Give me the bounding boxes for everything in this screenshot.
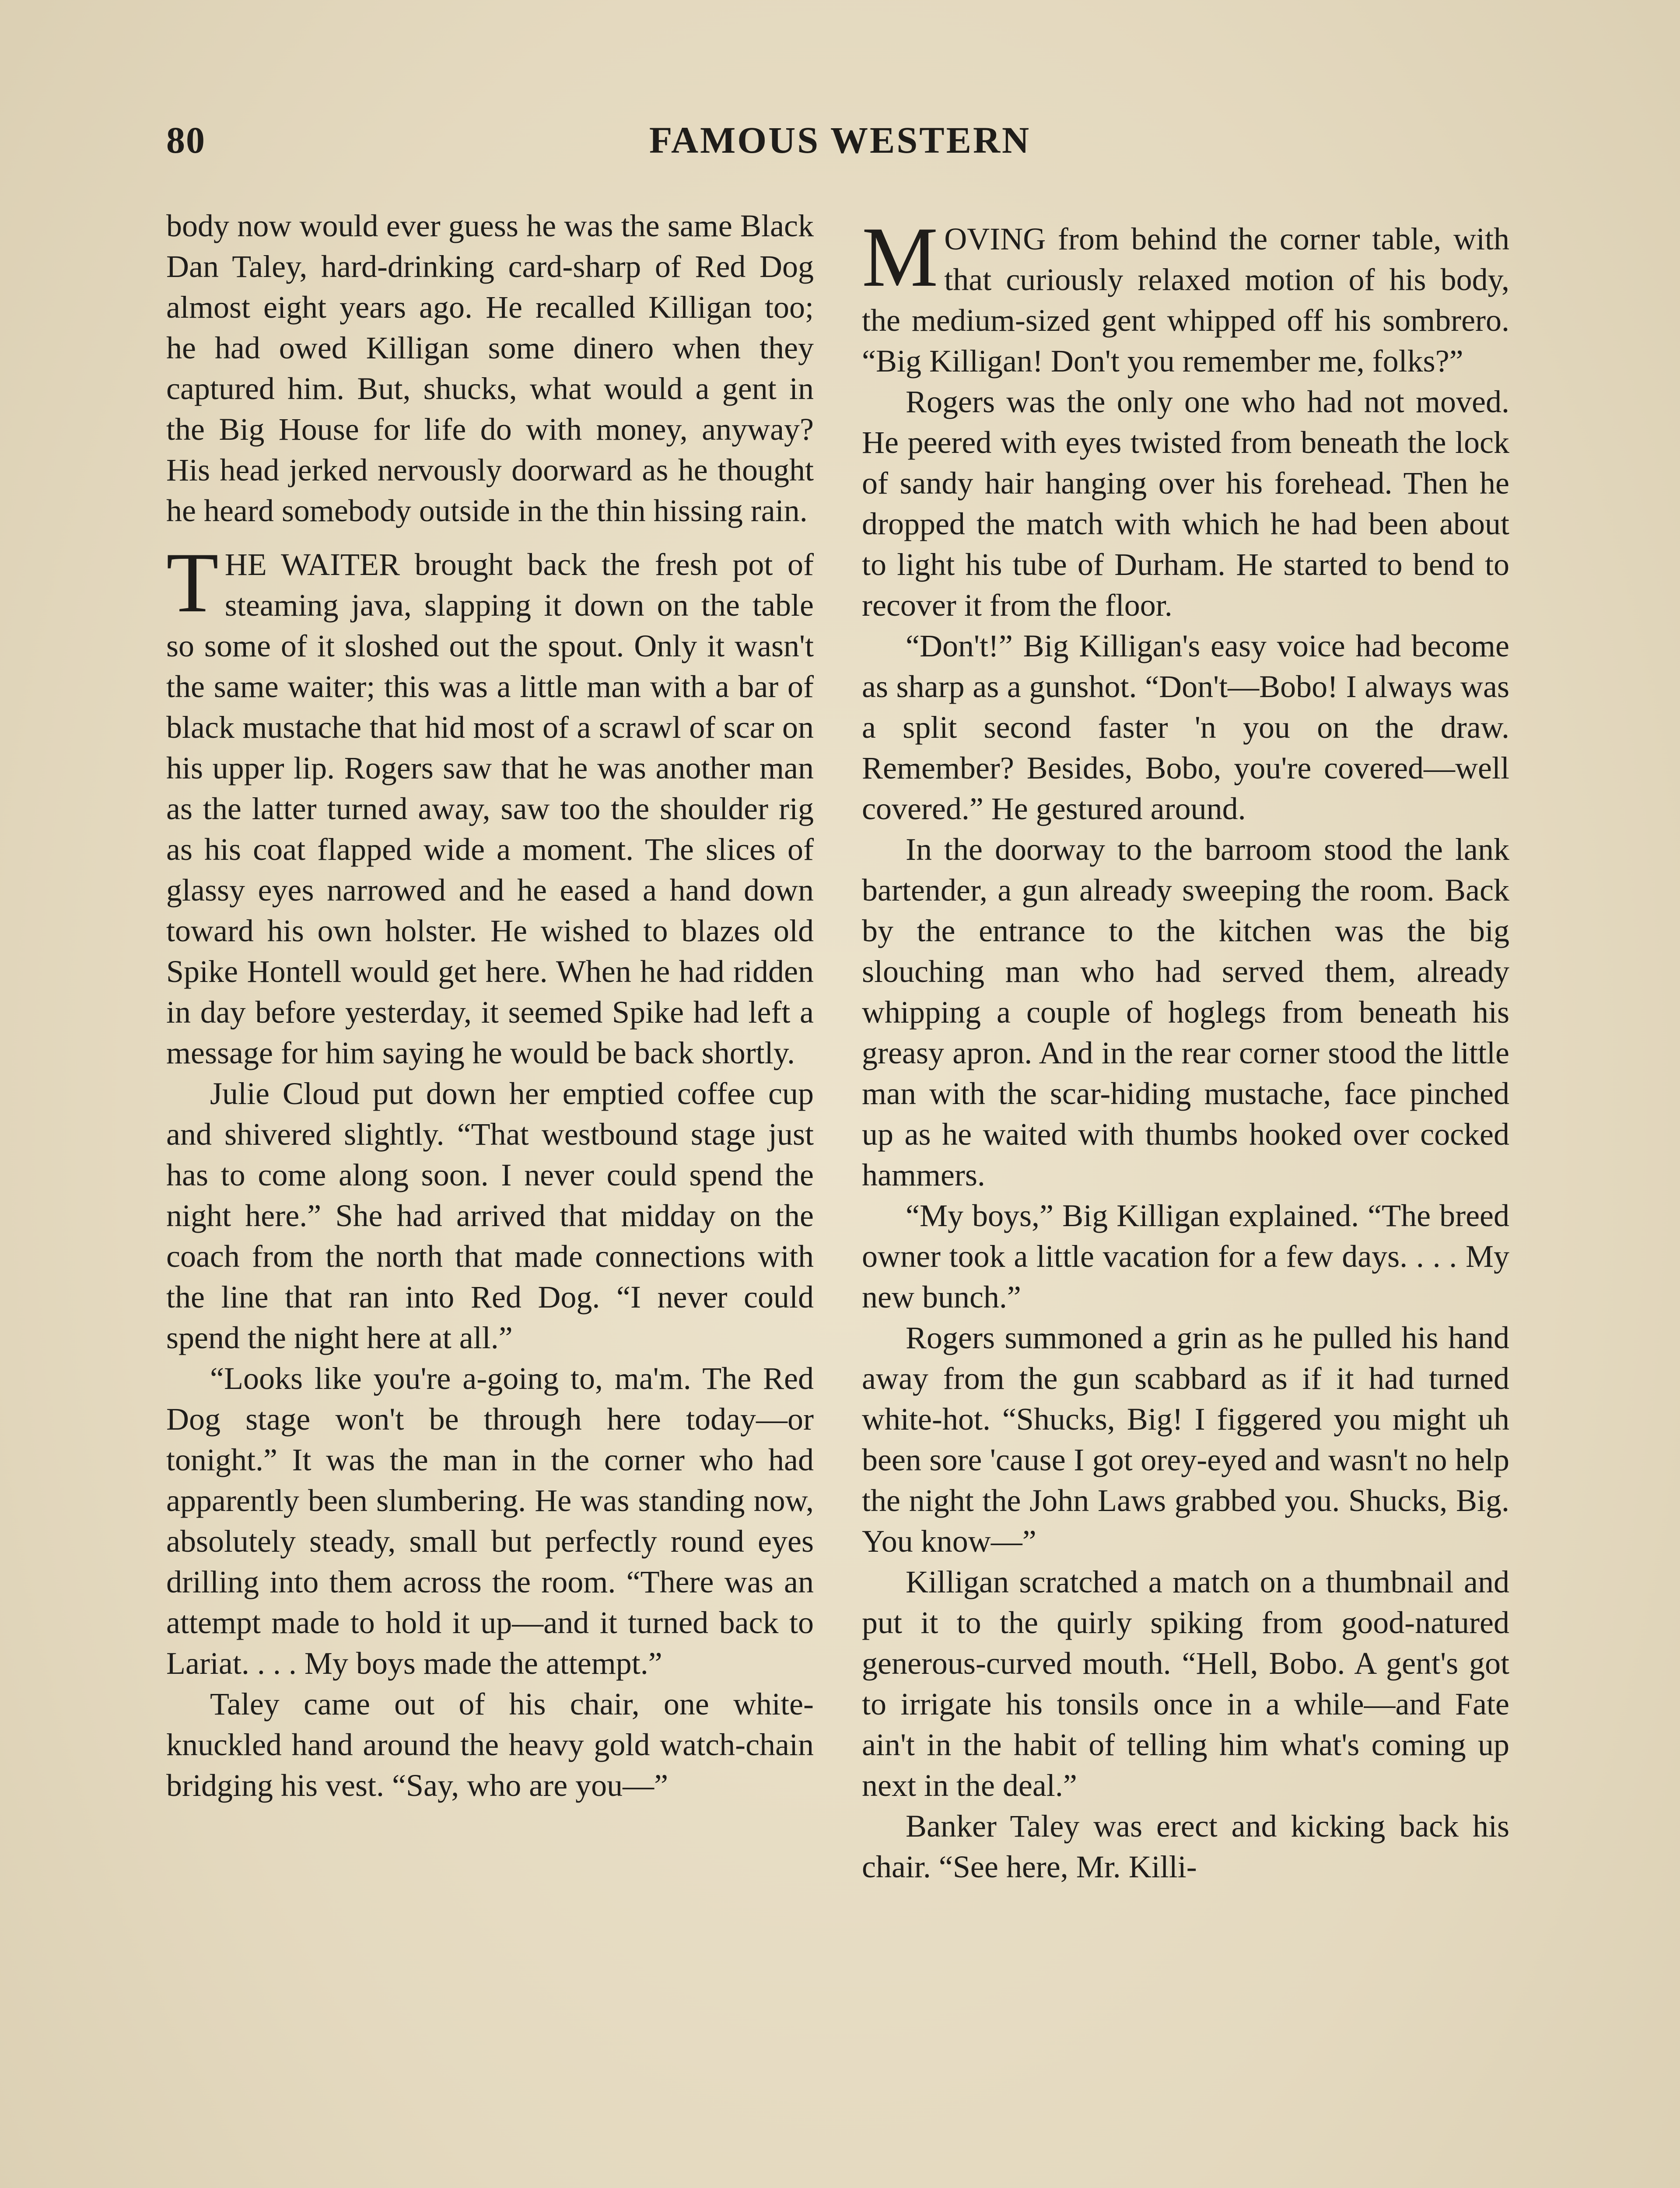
paragraph bbox=[166, 206, 814, 531]
paragraph bbox=[166, 535, 814, 1073]
paragraph-text: body now would ever guess he was the same Black Dan Taley, hard-drinking card-sharp of Red Dog almost eight years ago. He recalled Killigan too; he had owed Killigan some dinero when they captured him. But, shucks, what would a gent in the Big House for life do with money, anyway? His head jerked nervously doorward as he thought he heard somebody outside in the thin hissing rain. bbox=[166, 208, 814, 528]
drop-cap: T bbox=[166, 535, 219, 630]
paragraph-text: Taley came out of his chair, one white-knuckled hand around the heavy gold watch-chain bridging his vest. “Say, who are you—” bbox=[166, 1687, 814, 1803]
paragraph bbox=[862, 1196, 1509, 1318]
paragraph bbox=[166, 1358, 814, 1684]
page-number: 80 bbox=[166, 119, 206, 161]
paragraph bbox=[862, 210, 1509, 382]
right-column bbox=[862, 206, 1509, 2188]
paragraph bbox=[862, 1318, 1509, 1562]
paragraph-text: OVING from behind the corner table, with that curiously relaxed motion of his body, the medium-sized gent whipped off his sombrero. “Big Killigan! Don't you remember me, folks?” bbox=[862, 221, 1509, 379]
left-column bbox=[166, 206, 814, 2188]
paragraph-text: “Looks like you're a-going to, ma'm. The Red Dog stage won't be through here today—or tonight.” It was the man in the corner who had apparently been slumbering. He was standing now, absolutely steady, small but perfectly round eyes drilling into them across the room. “There was an attempt made to hold it up—and it turned back to Lariat. . . . My boys made the attempt.” bbox=[166, 1361, 814, 1681]
paragraph bbox=[166, 1073, 814, 1358]
paragraph-text: Banker Taley was erect and kicking back his chair. “See here, Mr. Killi- bbox=[862, 1809, 1509, 1884]
paragraph bbox=[166, 1684, 814, 1806]
paragraph-text: “Don't!” Big Killigan's easy voice had become as sharp as a gunshot. “Don't—Bobo! I always was a split second faster 'n you on the draw. Remember? Besides, Bobo, you're covered—well covered.” He gestured around. bbox=[862, 628, 1509, 826]
paragraph-text: Rogers was the only one who had not moved. He peered with eyes twisted from beneath the lock of sandy hair hanging over his forehead. Then he dropped the match with which he had been about to light his tube of Durham. He started to bend to recover it from the floor. bbox=[862, 384, 1509, 623]
paragraph-text: In the doorway to the barroom stood the lank bartender, a gun already sweeping the room. Back by the entrance to the kitchen was the big slouching man who had served them, already whipping a couple of hoglegs from beneath his greasy apron. And in the rear corner stood the little man with the scar-hiding mustache, face pinched up as he waited with thumbs hooked over cocked hammers. bbox=[862, 832, 1509, 1192]
paragraph bbox=[862, 829, 1509, 1196]
paragraph-text: Julie Cloud put down her emptied coffee cup and shivered slightly. “That westbound stage just has to come along soon. I never could spend the night here.” She had arrived that midday on the coach from the north that made connections with the line that ran into Red Dog. “I never could spend the night here at all.” bbox=[166, 1076, 814, 1355]
running-title: FAMOUS WESTERN bbox=[649, 119, 1031, 161]
paragraph-text: HE WAITER brought back the fresh pot of steaming java, slapping it down on the table so some of it sloshed out the spout. Only it wasn't the same waiter; this was a little man with a bar of black mustache that hid most of a scrawl of scar on his upper lip. Rogers saw that he was another man as the latter turned away, saw too the shoulder rig as his coat flapped wide a moment. The slices of glassy eyes narrowed and he eased a hand down toward his own holster. He wished to blazes old Spike Hontell would get here. When he had ridden in day before yesterday, it seemed Spike had left a message for him saying he would be back shortly. bbox=[166, 547, 814, 1070]
paragraph bbox=[862, 1562, 1509, 1806]
page-header bbox=[166, 118, 1514, 179]
paragraph bbox=[862, 1806, 1509, 1887]
paragraph bbox=[862, 382, 1509, 626]
paragraph-text: Rogers summoned a grin as he pulled his hand away from the gun scabbard as if it had turned white-hot. “Shucks, Big! I figgered you might uh been sore 'cause I got orey-eyed and wasn't no help the night the John Laws grabbed you. Shucks, Big. You know—” bbox=[862, 1320, 1509, 1559]
paragraph-text: Killigan scratched a match on a thumbnail and put it to the quirly spiking from good-natured generous-curved mouth. “Hell, Bobo. A gent's got to irrigate his tonsils once in a while—and Fate ain't in the habit of telling him what's coming up next in the deal.” bbox=[862, 1564, 1509, 1803]
paragraph-text: “My boys,” Big Killigan explained. “The breed owner took a little vacation for a few days. . . . My new bunch.” bbox=[862, 1198, 1509, 1315]
paragraph bbox=[862, 626, 1509, 829]
drop-cap: M bbox=[862, 210, 938, 305]
